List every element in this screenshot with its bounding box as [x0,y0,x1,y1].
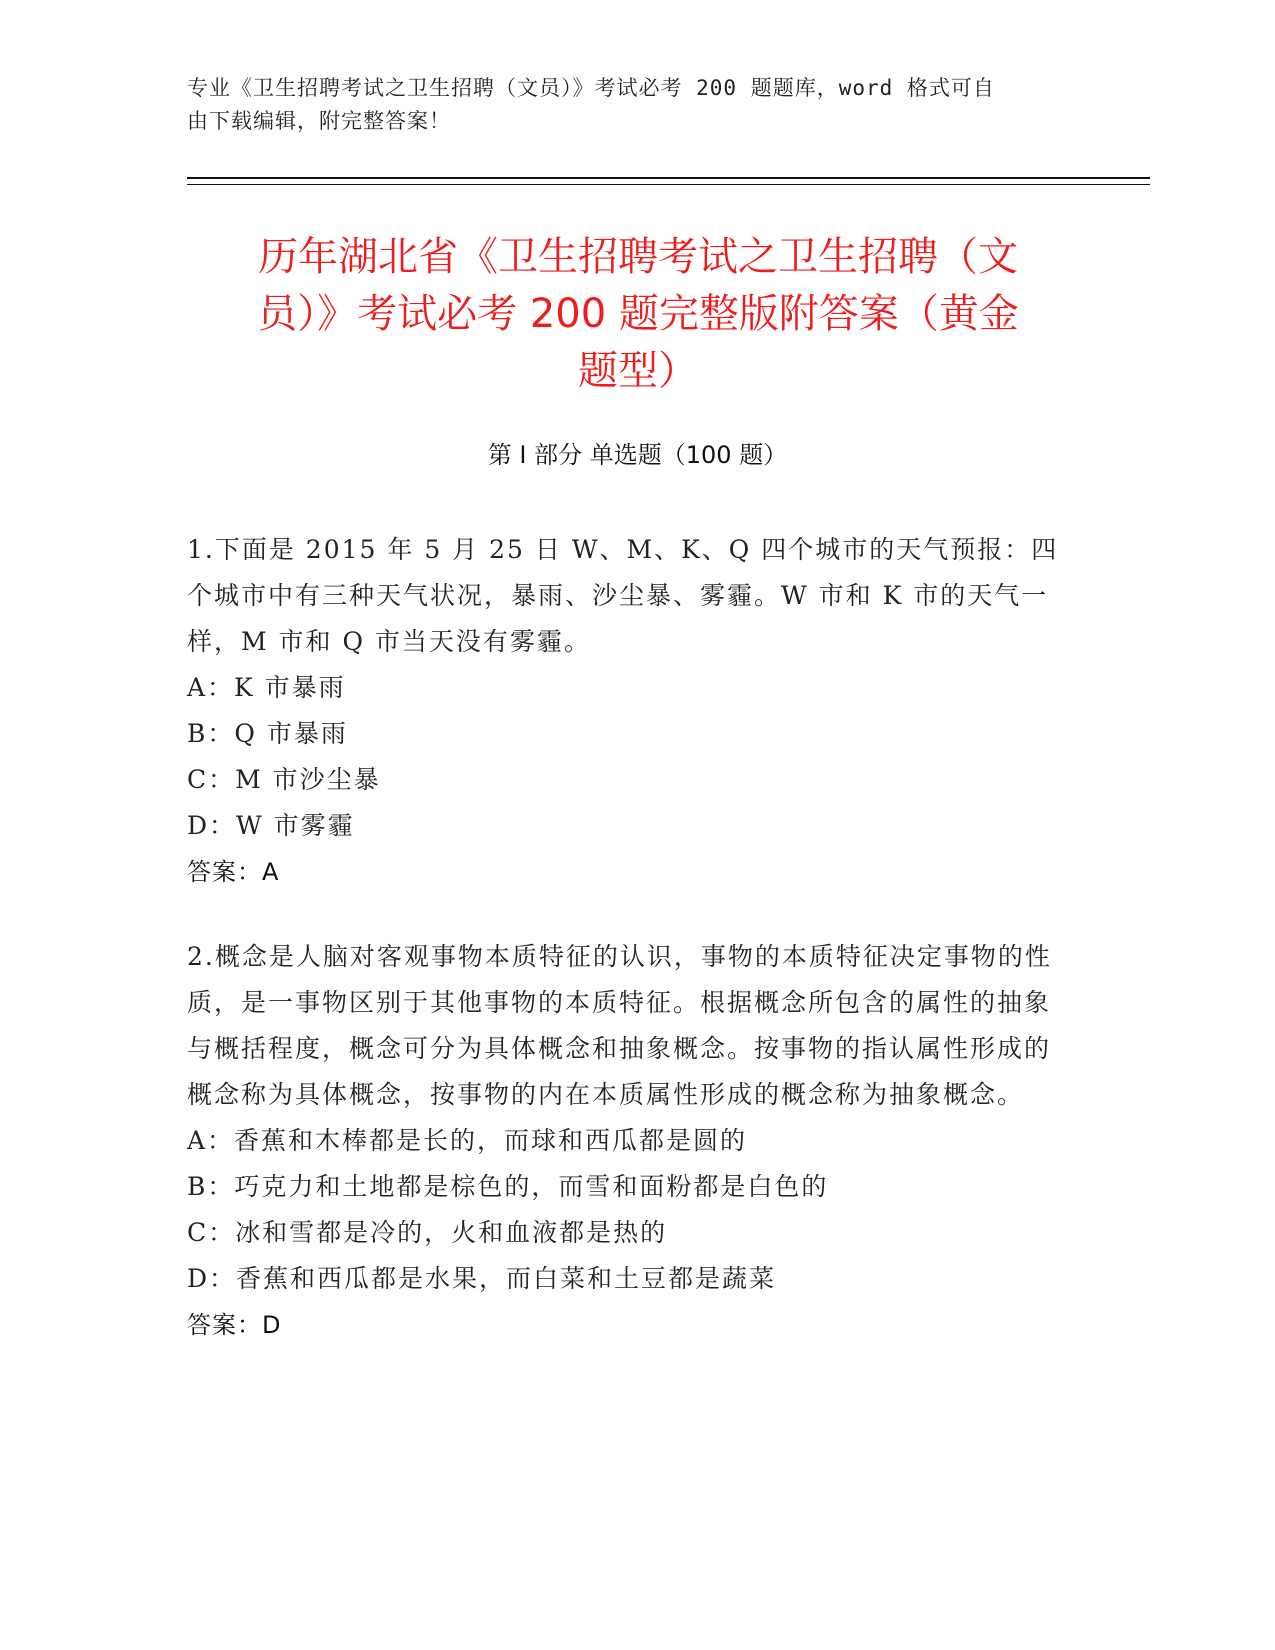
document-title-line-2: 员）》考试必考 200 题完整版附答案（黄金 [257,291,1019,337]
document-title-line-3: 题型） [578,348,698,394]
option-d: D：W 市雾霾 [187,811,355,840]
question-stem: 1.下面是 2015 年 5 月 25 日 W、M、K、Q 四个城市的天气预报：四个城市中有三种天气状况，暴雨、沙尘暴、雾霾。W 市和 K 市的天气一样，M 市和 Q 市当天没有雾霾。 [187,535,1059,656]
option-b: B：Q 市暴雨 [187,719,348,748]
option-b: B：巧克力和土地都是棕色的，而雪和面粉都是白色的 [187,1172,829,1201]
option-c: C：冰和雪都是冷的，火和血液都是热的 [187,1218,668,1247]
option-d: D：香蕉和西瓜都是水果，而白菜和土豆都是蔬菜 [187,1264,777,1293]
header-divider-thin [187,184,1150,185]
header-divider [187,177,1150,179]
header-note-line-2: 由下载编辑，附完整答案！ [187,109,451,133]
answer-label: 答案：A [187,858,280,886]
option-a: A：K 市暴雨 [187,673,346,702]
question-item [187,934,1067,1348]
option-a: A：香蕉和木棒都是长的，而球和西瓜都是圆的 [187,1126,748,1155]
section-heading: 第 I 部分 单选题（100 题） [487,441,788,469]
option-c: C：M 市沙尘暴 [187,765,381,794]
answer-label: 答案：D [187,1311,282,1339]
question-item [187,527,1067,895]
document-title-line-1: 历年湖北省《卫生招聘考试之卫生招聘（文 [258,234,1018,280]
header-note-line-1: 专业《卫生招聘考试之卫生招聘（文员）》考试必考 200 题题库，word 格式可自 [187,76,995,100]
document-title [190,229,1086,400]
question-stem: 2.概念是人脑对客观事物本质特征的认识，事物的本质特征决定事物的性质，是一事物区别于其他事物的本质特征。根据概念所包含的属性的抽象与概括程度，概念可分为具体概念和抽象概念。按事物的指认属性形成的概念称为具体概念，按事物的内在本质属性形成的概念称为抽象概念。 [187,942,1052,1109]
header-note [187,72,1067,138]
